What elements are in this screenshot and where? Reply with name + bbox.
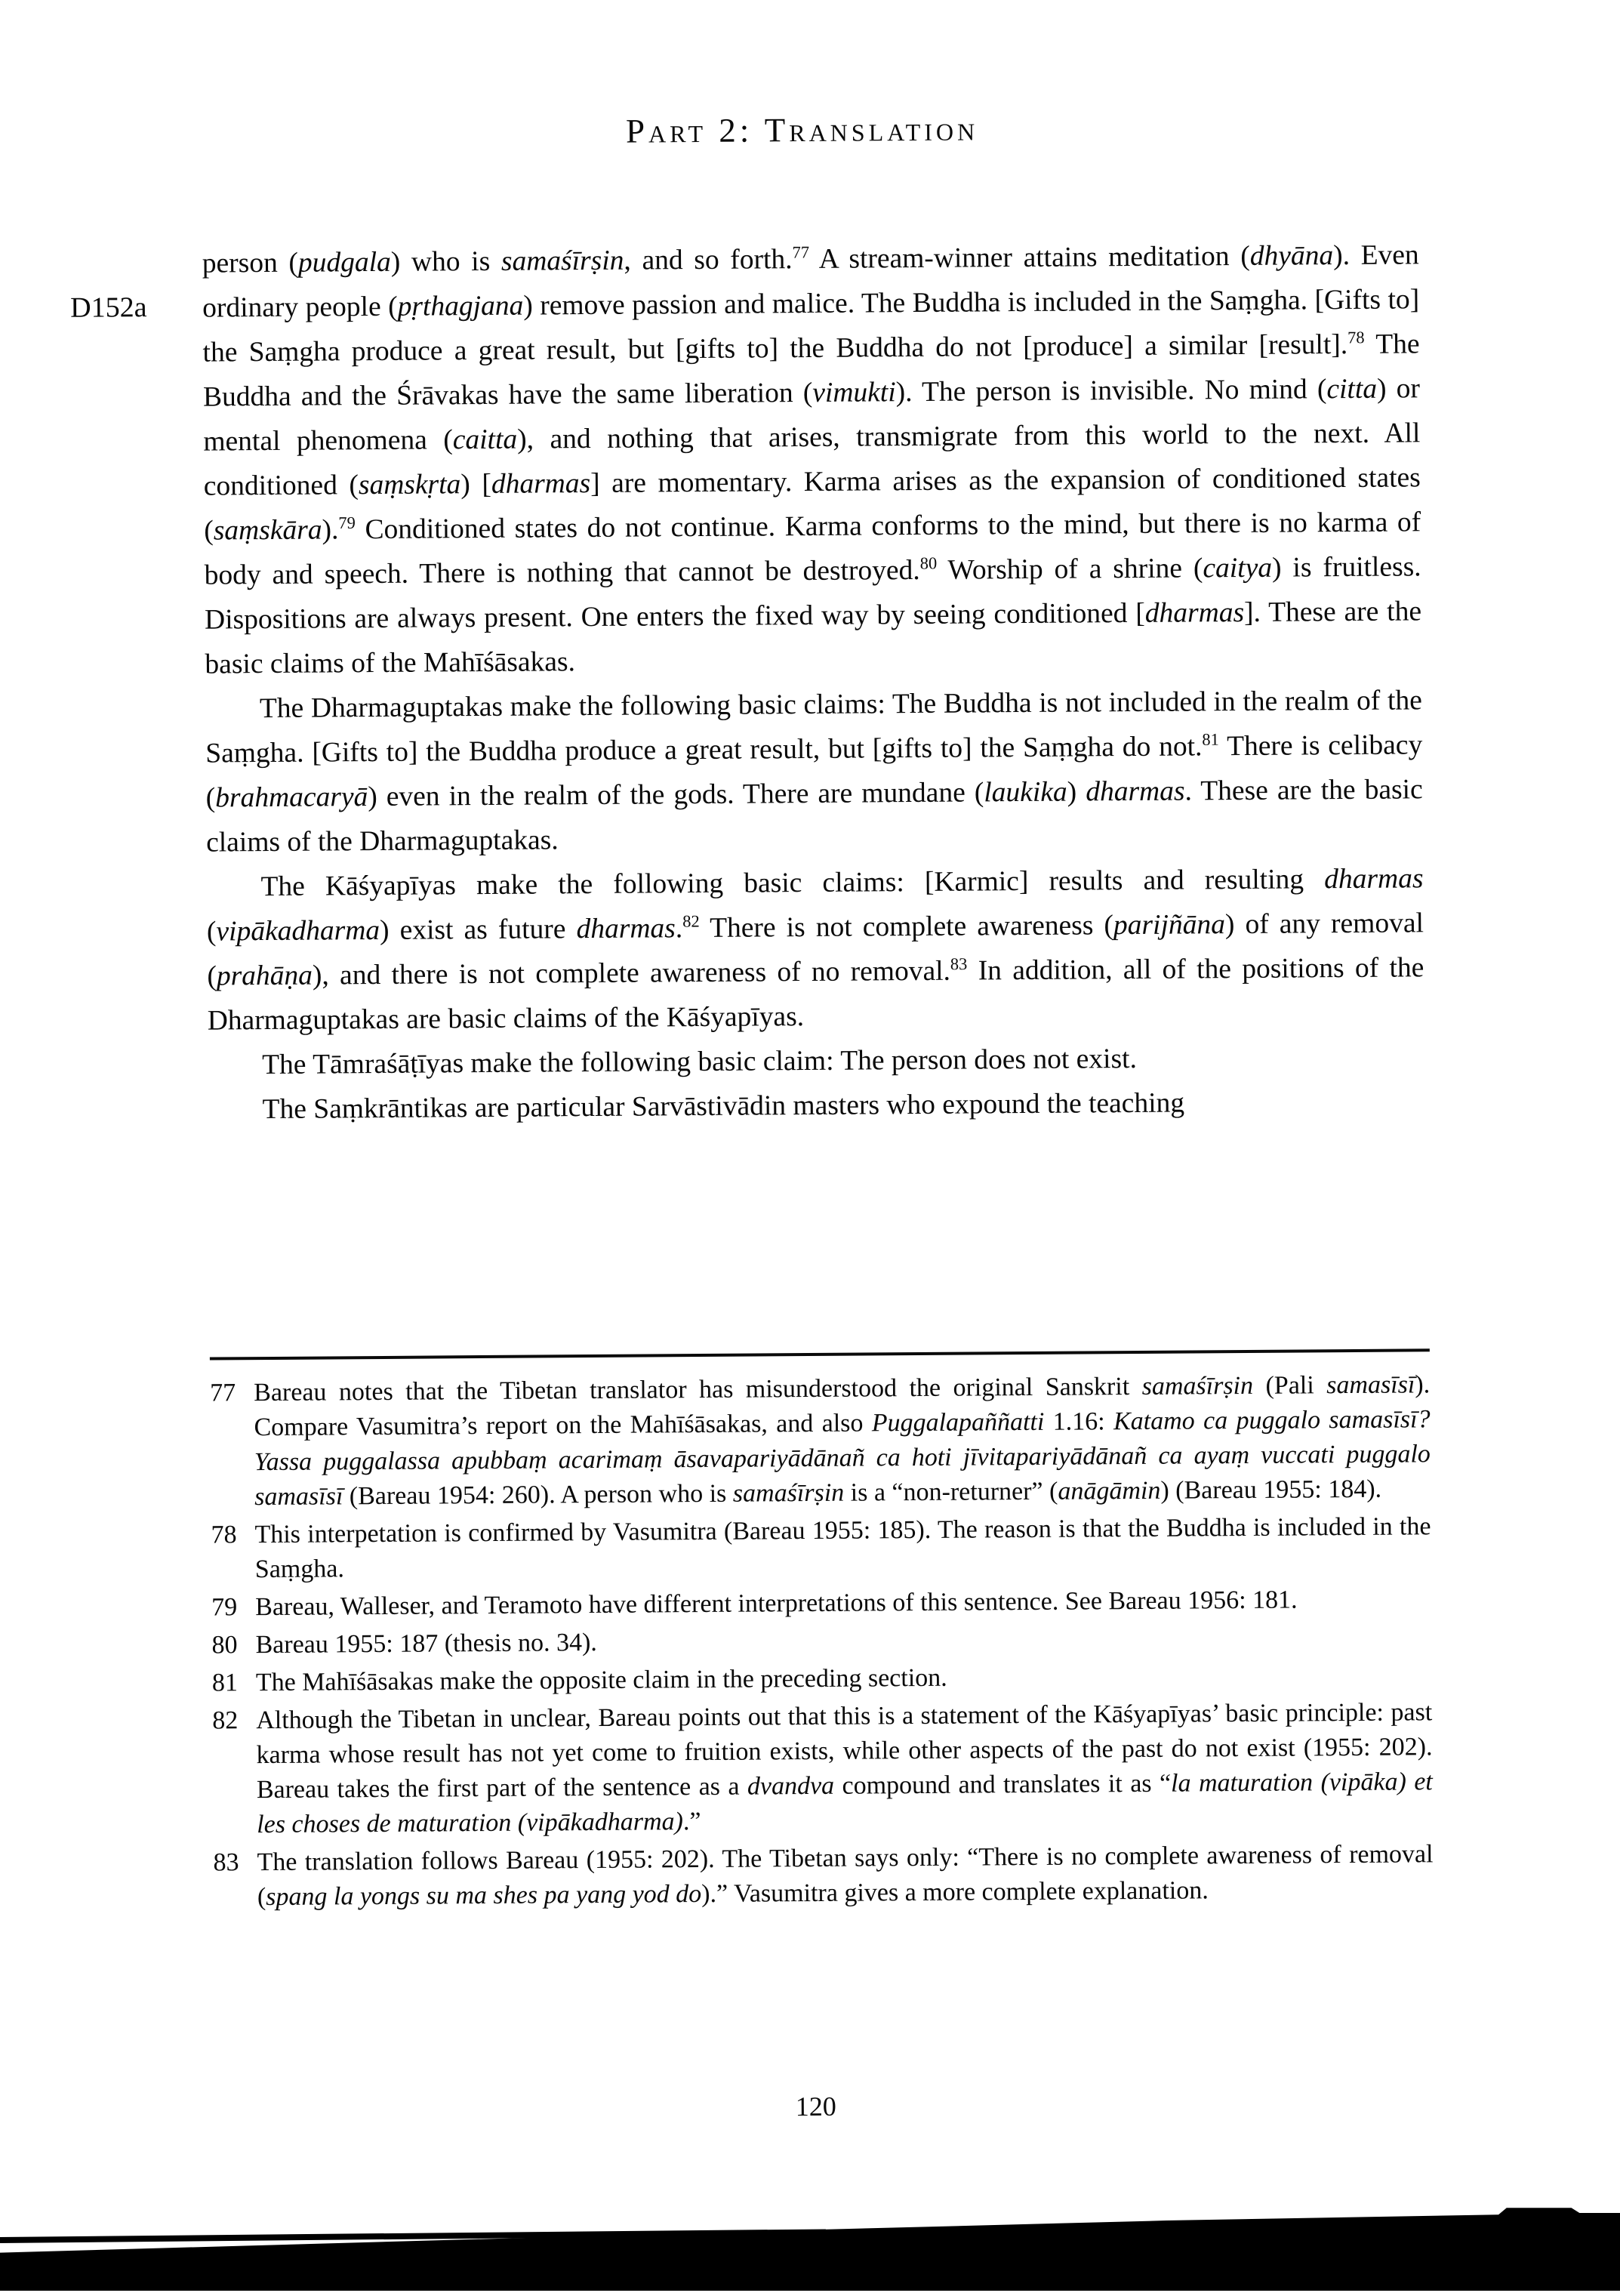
footnote — [213, 1837, 1434, 1915]
footnote-number: 77 — [210, 1379, 236, 1407]
footnote-number: 81 — [211, 1669, 239, 1697]
body-paragraph: The Kāśyapīyas make the following basic claims: [Karmic] results and resulting dharmas (vipākadharma) exist as future dharmas.$^{82}$ There is not complete awareness (parijñāna) of any removal (prahāṇa), and there is not complete awareness of no removal.$^{83}$ In addition, all of the positions of the Dharmaguptakas are basic claims of the Kāśyapīyas. — [206, 863, 1424, 1037]
footnote-text: Bareau, Walleser, and Teramoto have different interpretations of this sentence. See Bareau 1956: 181. — [255, 1586, 1298, 1622]
running-header: Part 2: Translation — [625, 109, 979, 150]
footnote-number: 80 — [211, 1631, 238, 1660]
footnote-text: The translation follows Bareau (1955: 202). The Tibetan says only: “There is no complete awareness of removal (spang la yongs su ma shes pa yang yod do).” Vasumitra gives a more complete explanation. — [257, 1840, 1434, 1912]
body-paragraph: The Tāmraśāṭīyas make the following basic claim: The person does not exist. — [262, 1043, 1138, 1081]
footnote-number: 79 — [211, 1593, 238, 1622]
footnote-number: 82 — [212, 1706, 239, 1735]
footnote-number: 78 — [211, 1521, 237, 1549]
footnote-text: This interpetation is confirmed by Vasumitra (Bareau 1955: 185). The reason is that the Buddha is included in the Saṃgha. — [254, 1512, 1431, 1584]
page-number: 120 — [795, 2091, 836, 2122]
footnotes-block — [210, 1367, 1434, 1918]
body-paragraph: person (pudgala) who is samaśīrṣin, and so forth.$^{77}$ A stream-winner attains meditation (dhyāna). Even ordinary people (pṛthagjana) remove passion and malice. The Buddha is included in the Saṃgha. [Gifts to] the Saṃgha produce a great result, but [gifts to] the Buddha do not [produce] a similar [result].$^{78}$ The Buddha and the Śrāvakas have the same liberation (vimukti). The person is invisible. No mind (citta) or mental phenomena (caitta), and nothing that arises, transmigrate from this world to the next. All conditioned (saṃskṛta) [dharmas] are momentary. Karma arises as the expansion of conditioned states (saṃskāra).$^{79}$ Conditioned states do not continue. Karma conforms to the mind, but there is no karma of body and speech. There is nothing that cannot be destroyed.$^{80}$ Worship of a shrine (caitya) is fruitless. Dispositions are always present. One enters the fixed way by seeing conditioned [dharmas]. These are the basic claims of the Mahīśāsakas. — [202, 239, 1422, 680]
margin-note-folio-ref: D152a — [70, 291, 147, 324]
footnote-divider-rule — [210, 1348, 1430, 1360]
footnote — [211, 1582, 1431, 1625]
footnote-number: 83 — [213, 1848, 239, 1877]
body-paragraph: The Saṃkrāntikas are particular Sarvāstivādin masters who expound the teaching — [262, 1087, 1185, 1126]
footnote-text: Bareau 1955: 187 (thesis no. 34). — [255, 1628, 597, 1660]
body-paragraph: The Dharmaguptakas make the following basic claims: The Buddha is not included in the realm of the Saṃgha. [Gifts to] the Buddha produce a great result, but [gifts to] the Saṃgha do not.$^{81}$ There is celibacy (brahmacaryā) even in the realm of the gods. There are mundane (laukika) dharmas. These are the basic claims of the Dharmaguptakas. — [205, 685, 1423, 858]
footnote — [210, 1367, 1431, 1515]
footnote — [212, 1695, 1433, 1842]
body-text — [202, 233, 1425, 1132]
footnote-text: Although the Tibetan in unclear, Bareau points out that this is a statement of the Kāśyapīyas’ basic principle: past karma whose result has not yet come to fruition exists, while other aspects of the past do not exist (1955: 202). Bareau takes the first part of the sentence as a dvandva compound and translates it as “la maturation (vipāka) et les choses de maturation (vipākadharma).” — [256, 1698, 1433, 1839]
footnote — [211, 1509, 1431, 1587]
footnote — [212, 1657, 1432, 1700]
footnote — [211, 1620, 1431, 1663]
footnote-text: The Mahīśāsakas make the opposite claim in the preceding section. — [255, 1663, 947, 1697]
footnote-text: Bareau notes that the Tibetan translator has misunderstood the original Sanskrit samaśīrṣin (Pali samasīsī). Compare Vasumitra’s report on the Mahīśāsakas, and also Puggalapaññatti 1.16: Katamo ca puggalo samasīsī? Yassa puggalassa apubbaṃ acarimaṃ āsavapariyādānañ ca hoti jīvitapariyādānañ ca ayaṃ vuccati puggalo samasīsī (Bareau 1954: 260). A person who is samaśīrṣin is a “non-returner” (anāgāmin) (Bareau 1955: 184). — [254, 1370, 1431, 1512]
